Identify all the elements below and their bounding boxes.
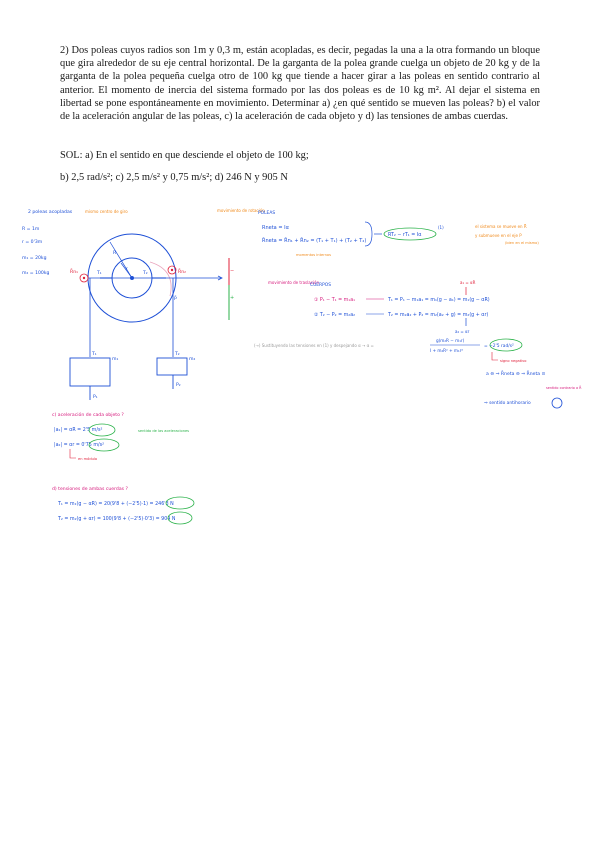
a2-label: a₂ = αr — [455, 329, 470, 334]
part-c-section — [52, 411, 189, 461]
problem-text: 2) Dos poleas cuyos radios son 1m y 0,3 m, están acopladas, es decir, pegadas la una a la otra formando un bloque que gira alrededor de su eje central horizontal. De la garganta de la polea grande cuelga un objeto de 20 kg y de la garganta de la polea pequeña cuelga otro de 100 kg que tiende a hacer girar a las poleas en sentido contrario al anterior. El momento de inercia del sistema formado por las dos poleas es de 10 kg m². Al dejar el sistema en libertad se pone espontáneamente en movimiento. Determinar a) ¿en qué sentido se mueven las poleas? b) el valor de la aceleración angular de las poleas, c) la aceleración de cada objeto y d) las tensiones de ambas cuerdas. — [60, 45, 540, 123]
poleas-orange-note-3: (bien en el mismo) — [505, 241, 539, 245]
part-c-heading: c) aceleración de cada objeto ? — [52, 413, 124, 418]
part-d-heading: d) tensiones de ambas cuerdas ? — [52, 487, 128, 492]
axis-minus: − — [230, 268, 235, 274]
poleas-result-tag: (1) — [438, 225, 444, 230]
rotation-arc — [150, 262, 171, 296]
label-P2: P₂ — [176, 383, 181, 388]
pulley-diagram — [22, 209, 234, 400]
sign-row: a ⊖ ⇒ R̄neta ⊖ ⇒ R̄neta ⊙ — [486, 372, 546, 377]
cuerpos-tag: CUERPOS — [310, 283, 331, 288]
diagram-title-note: mismo centro de giro — [85, 209, 128, 214]
poleas-side-note: movimiento de rotación — [217, 208, 265, 213]
solution-line-2: b) 2,5 rad/s²; c) 2,5 m/s² y 0,75 m/s²; d) 246 N y 905 N — [60, 172, 288, 183]
label-m2: m₂ — [189, 357, 196, 362]
problem-statement — [60, 44, 540, 123]
part-c-a2: |a₂| = αr = 0'75 m/s² — [54, 443, 105, 448]
part-d-t1: T₁ = m₁(g − αR) = 20(9'8 + (−2'5)·1) = 246'3 N — [58, 502, 174, 507]
diagram-title: 2 poleas acopladas — [28, 210, 73, 215]
a1-label: a₁ = αR — [460, 280, 476, 285]
label-m1: m₁ — [112, 357, 119, 362]
poleas-orange-note-2: y submueve en el eje P — [475, 233, 522, 238]
poleas-eq2: R̄neta = R̄n₁ + R̄n₂ = (T₁ + T₁) + (T₂ + T₂) — [262, 238, 367, 244]
cuerpos-side-note: movimiento de traslación — [268, 280, 319, 285]
poleas-section — [217, 208, 539, 257]
label-r: r — [126, 267, 128, 272]
label-T1: T₁ — [92, 352, 97, 357]
label-P-mid: P̄ — [174, 297, 177, 302]
part-d-section — [52, 486, 194, 524]
label-Rn1: R̄n₁ — [70, 270, 78, 275]
handwritten-notes — [0, 200, 599, 530]
data-R: R = 1m — [22, 227, 40, 232]
poleas-orange-note-1: el sistema se mueve en R̄ — [475, 224, 527, 229]
sign-sub-note: sentido contrario a R̄ — [546, 386, 582, 390]
label-Rn2: R̄n₂ — [178, 270, 186, 275]
sentido-result: ⇒ sentido antihorario — [484, 401, 531, 406]
antihorario-symbol — [552, 398, 562, 408]
poleas-eq2-note: momentos internos — [296, 253, 331, 257]
data-m1: m₁ = 20kg — [22, 256, 47, 261]
label-T1-top: T₁ — [97, 271, 102, 276]
sign-note: signo negativo — [500, 359, 527, 363]
data-r: r = 0'3m — [22, 240, 43, 245]
part-c-note: sentido de las aceleraciones — [138, 429, 190, 433]
label-T2-top: T₂ — [143, 271, 148, 276]
cuerpos-row2-right: T₂ = m₂a₂ + P₂ = m₂(a₂ + g) = m₂(g + αr) — [388, 313, 489, 318]
radius-R-line — [110, 242, 132, 278]
solution-line-1: SOL: a) En el sentido en que desciende el objeto de 100 kg; — [60, 150, 309, 161]
fraction-denominator: I + m₂R² + m₁r² — [430, 348, 464, 353]
label-P1: P₁ — [93, 395, 98, 400]
fraction-numerator: g(m₂R − m₁r) — [436, 338, 465, 343]
alpha-result: = −2'5 rad/s² — [484, 344, 514, 349]
part-c-sub-note: en módulo — [78, 457, 98, 461]
cuerpos-row1-left: ① P₁ − T₁ = m₁a₁ — [314, 298, 356, 303]
poleas-eq1: Rnetа = Iα — [262, 225, 289, 231]
poleas-result: RT₂ − rT₁ = Iα — [388, 233, 422, 238]
part-c-a1: |a₁| = αR = 2'5 m/s² — [54, 428, 103, 433]
substitution-text: (→) Sustituyendo las tensiones en (1) y despejando α → α = — [254, 343, 374, 348]
part-d-t2: T₂ = m₂(g + αr) = 100(9'8 + (−2'5)·0'3) = 904 N — [58, 517, 176, 522]
cuerpos-row1-right: T₁ = P₁ − m₁a₁ = m₁(g − a₁) = m₁(g − αR) — [388, 298, 490, 303]
cuerpos-section — [254, 280, 582, 408]
cuerpos-row2-left: ② T₂ − P₂ = m₂a₂ — [314, 313, 356, 318]
block-m1 — [70, 358, 110, 386]
label-T2: T₂ — [175, 352, 180, 357]
axis-plus: + — [230, 295, 235, 301]
label-R: R — [113, 251, 117, 256]
block-m2 — [157, 358, 187, 375]
data-m2: m₂ = 100kg — [22, 271, 50, 276]
poleas-tag: POLEAS — [258, 211, 276, 216]
